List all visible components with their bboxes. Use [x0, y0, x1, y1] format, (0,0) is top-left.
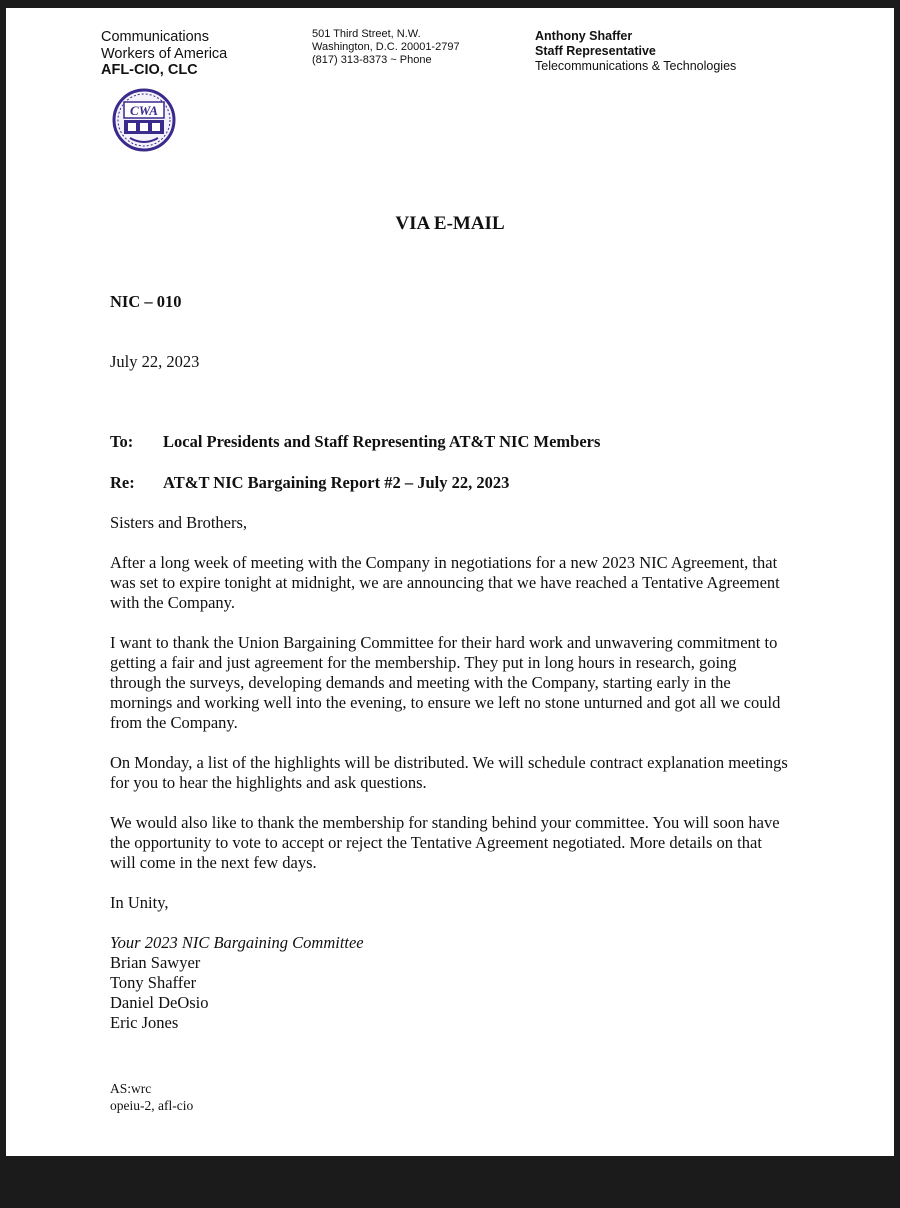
salutation: Sisters and Brothers,	[110, 513, 248, 532]
committee-member: Tony Shaffer	[110, 973, 197, 992]
org-address	[312, 28, 460, 67]
letter-date: July 22, 2023	[110, 352, 200, 371]
re-value: AT&T NIC Bargaining Report #2 – July 22, 2023	[163, 473, 510, 492]
phone-number: (817) 313-8373 ~ Phone	[312, 54, 432, 66]
re-label: Re:	[110, 473, 135, 492]
org-line-3: AFL-CIO, CLC	[101, 62, 198, 78]
initials: AS:wrc	[110, 1081, 152, 1096]
paragraph: After a long week of meeting with the Company in negotiations for a new 2023 NIC Agreement, that was set to expire tonight at midnight, we are announcing that we have reached a Tentative Agreement with the Company.	[110, 553, 780, 612]
to-line	[110, 432, 600, 452]
re-line	[110, 473, 509, 493]
address-line-1: 501 Third Street, N.W.	[312, 28, 421, 40]
org-line-2: Workers of America	[101, 45, 228, 62]
union-tag: opeiu-2, afl-cio	[110, 1098, 194, 1113]
paragraph: On Monday, a list of the highlights will be distributed. We will schedule contract explanation meetings for you to hear the highlights and ask questions.	[110, 753, 788, 792]
committee-member: Eric Jones	[110, 1013, 179, 1032]
reference-number: NIC – 010	[110, 292, 182, 311]
cwa-logo-icon	[112, 88, 176, 152]
rep-title: Staff Representative	[535, 44, 656, 58]
paragraph: We would also like to thank the membership for standing behind your committee. You will soon have the opportunity to vote to accept or reject the Tentative Agreement negotiated. More details on that will come in the next few days.	[110, 813, 780, 872]
to-value: Local Presidents and Staff Representing AT&T NIC Members	[163, 432, 601, 451]
letter-page	[6, 8, 894, 1156]
rep-department: Telecommunications & Technologies	[535, 59, 737, 73]
delivery-method: VIA E-MAIL	[395, 213, 505, 234]
org-name	[101, 29, 227, 79]
closing: In Unity,	[110, 893, 169, 912]
representative-block	[535, 29, 736, 74]
logo-text: CWA	[130, 103, 158, 118]
to-label: To:	[110, 432, 134, 451]
committee-member: Brian Sawyer	[110, 953, 201, 972]
org-line-1: Communications	[101, 29, 209, 45]
rep-name: Anthony Shaffer	[535, 29, 633, 43]
paragraph: I want to thank the Union Bargaining Committee for their hard work and unwavering commitment to getting a fair and just agreement for the membership. They put in long hours in research, going through the surveys, developing demands and meeting with the Company, starting early in the mornings and working well into the evening, to ensure we left no stone unturned and got all we could from the Company.	[110, 633, 781, 732]
address-line-2: Washington, D.C. 20001-2797	[312, 41, 460, 53]
committee-title: Your 2023 NIC Bargaining Committee	[110, 933, 364, 952]
committee-member: Daniel DeOsio	[110, 993, 209, 1012]
letter-body	[110, 513, 790, 1033]
typist-initials	[110, 1080, 193, 1114]
